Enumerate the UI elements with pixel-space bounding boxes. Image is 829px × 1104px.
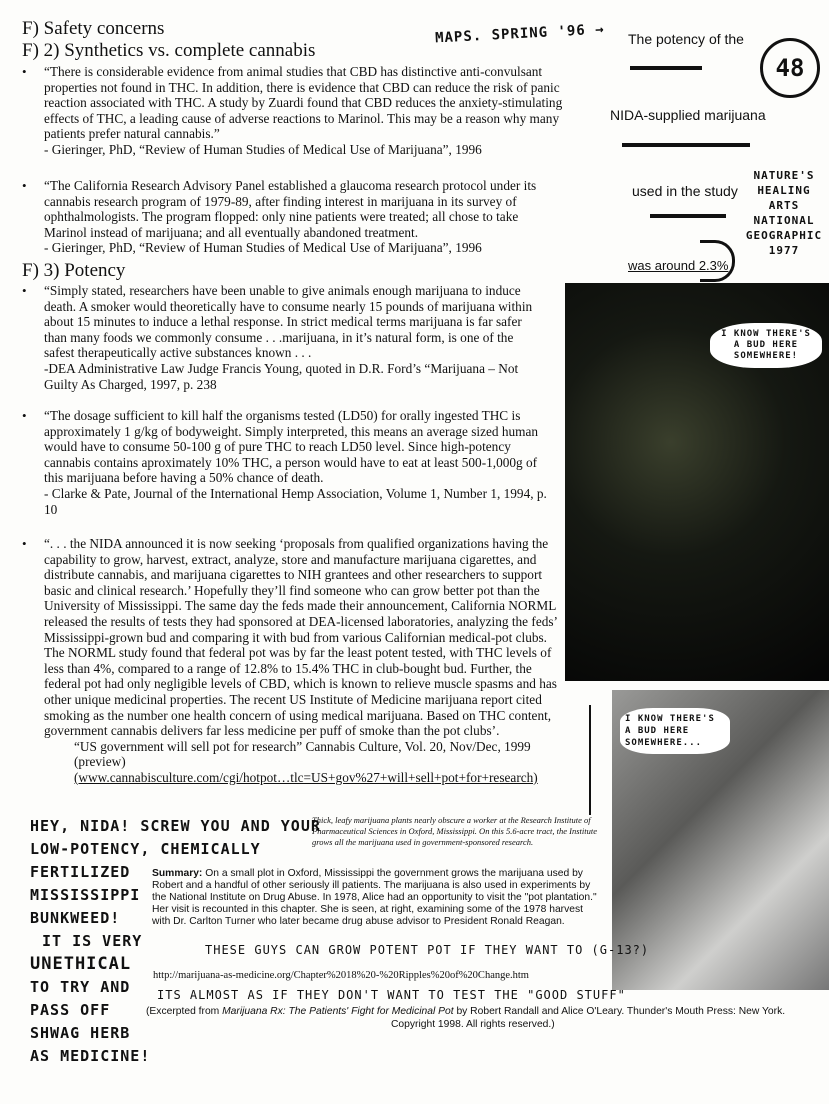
summary-text: On a small plot in Oxford, Mississippi the government grows the marijuana used by Robert and a handful of other seriously ill patients. The marijuana is also used in experiments by the National Institute on Drug Abuse. In 1978, Alice had an opportunity to visit the "pot plantation." Her visit is recounted in this chapter. She is seen, at right, examining some of the 1978 harvest with Dr. Carlton Turner who later became drug abuse advisor to President Ronald Reagan. [152,868,597,927]
quote-text: “The dosage sufficient to kill half the organisms tested (LD50) for orally ingested THC is approximately 1 g/kg of bodyweight. Simply interpreted, this means an average sized human would have to consume 50-100 g of pure THC to reach LD50 level. Since high-potency cannabis contains aproximately 10% THC, a person would have to eat at least 500-1,000g of this marijuana before having a 50% chance of death. [44,408,539,486]
speech-bubble: I KNOW THERE'S A BUD HERE SOMEWHERE! [710,323,822,368]
rant-line: HEY, NIDA! SCREW YOU AND YOUR [30,817,321,835]
arrow-line [589,705,591,815]
excerpt-credit [146,1005,816,1031]
summary [152,868,602,928]
photo-caption: Thick, leafy marijuana plants nearly obscure a worker at the Research Institute of Pharmaceutical Sciences in Oxford, Mississippi. On this 5.6-acre tract, the Institute grows all the marijuana used in government-sponsored research. [312,815,598,847]
natures-annotation: NATURE'S HEALING ARTS NATIONAL GEOGRAPHIC 1977 [745,169,823,257]
excerpt-post: by Robert Randall and Alice O'Leary. Thunder's Mouth Press: New York. [453,1006,786,1017]
source-url[interactable]: http://marijuana-as-medicine.org/Chapter%2018%20-%20Ripples%20of%20Change.htm [153,970,529,981]
rant-line: BUNKWEED! [30,909,121,927]
circle-mark [700,240,735,282]
sidebar-line: was around 2.3% [628,258,729,273]
quote-nida [44,536,559,786]
rant-line: SHWAG HERB [30,1024,131,1042]
quote-text: “There is considerable evidence from animal studies that CBD has distinctive anti-convulsant properties not found in THC. In addition, there is evidence that CBD can reduce the risk of panic reaction associated with THC. A study by Zuardi found that CBD reduces the anxiety-stimulating effects of THC, a leading cause of adverse reactions to Marinol. This may be a reason why many patients prefer natural cannabis.” [44,64,563,142]
rant-line: TO TRY AND [30,978,131,996]
rant-line: UNETHICAL [30,954,132,974]
document-page: F) Safety concerns F) 2) Synthetics vs. complete cannabis MAPS. SPRING '96 → • “There is considerable evidence from animal studies that CBD has distinctive anti-convulsant properties not found in THC. In addition, there is evidence that CBD can reduce the risk of panic reaction associated with THC. A study by Zuardi found that CBD reduces the anxiety-stimulating effects of THC, a leading cause of adverse reactions to Marinol. This may be a reason why many patients prefer natural cannabis.” - Gieringer, PhD, “Review of Human Studies of Medical Use of Marijuana”, 1996 • “The California Research Advisory Panel established a glaucoma research protocol under its cannabis research program of 1979-89, after finding interest in marijuana in its survey of ophthalmologists. The program flopped: only nine patients were treated; all chose to take Marinol instead of marijuana; and all eventually abandoned treatment. - Gieringer, PhD, “Review of Human Studies of Medical Use of Marijuana”, 1996 F) 3) Potency • “Simply stated, researchers have been unable to give animals enough marijuana to induce death. A smoker would theoretically have to consume nearly 15 pounds of marijuana within about 15 minutes to induce a lethal response. In strict medical terms marijuana is far safer than many foods we commonly consume . . .marijuana, in it’s natural form, is one of the safest therapeutically active substances known . . . -DEA Administrative Law Judge Francis Young, quoted in D.R. Ford’s “Marijuana – Not Guilty As Charged, 1997, p. 238 • “The dosage sufficient to kill half the organisms tested (LD50) for orally ingested THC is approximately 1 g/kg of bodyweight. Simply interpreted, this means an average sized human would have to consume 50-100 g of pure THC to reach LD50 level. Since high-potency cannabis contains aproximately 10% THC, a person would have to eat at least 500-1,000g of this marijuana before having a 50% chance of death. - Clarke & Pate, Journal of the International Hemp Association, Volume 1, Number 1, 1994, p. 10 • “. . . the NIDA announced it is now seeking ‘proposals from qualified organizations having the capability to grow, harvest, extract, analyze, store and manufacture marijuana cigarettes, and distribute cannabis, and marijuana cigarettes to NIH grantees and other researchers to support basic and clinical research.’ Hopefully they’ll find someone who can grow better pot than the University of Mississippi. The same day the feds made their announcement, California NORML released the results of tests they had sponsored at DEA-licensed laboratories, analyzing the feds’ Mississippi-grown bud and comparing it with bud from various Californian medical-pot clubs. The NORML study found that federal pot was by far the least potent tested, with THC levels of less than 4%, compared to a range of 12.8% to 15.4% THC in club-bought bud. Further, the federal pot had only negligible levels of CBD, which is known to relieve muscle spasms and has other unique medicinal properties. The recent US Institute of Medicine marijuana report cited smoking as the number one health concern of using medical marijuana. Based on THC content, government cannabis delivers far less medicine per puff of smoke than the pot clubs’. “US government will sell pot for research” Cannabis Culture, Vol. 20, Nov/Dec, 1999 (preview) (www.cannabisculture.com/cgi/hotpot…tlc=US+gov%27+will+sell+pot+for+research) The potency of the NIDA-supplied marijuana used in the study was around 2.3% 48 NATURE'S HEALING ARTS NATIONAL GEOGRAPHIC 1977 I KNOW THERE'S A BUD HERE SOMEWHERE! I KNOW THERE'S A BUD HERE SOMEWHERE... Thick, leafy marijuana plants nearly obscure a worker at the Research Institute of Pharmaceutical Sciences in Oxford, Mississippi. On this 5.6-acre tract, the Institute grows all the marijuana used in government-sponsored research. HEY, NIDA! SCREW YOU AND YOUR LOW-POTENCY, CHEMICALLY FERTILIZED MISSISSIPPI BUNKWEED! IT IS VERY UNETHICAL TO TRY AND PASS OFF SHWAG HERB AS MEDICINE! Summary: On a small plot in Oxford, Mississippi the government grows the marijuana used by Robert and a handful of other seriously ill patients. The marijuana is also used in experiments by the National Institute on Drug Abuse. In 1978, Alice had an opportunity to visit the "pot plantation." Her visit is recounted in this chapter. She is seen, at right, examining some of the 1978 harvest with Dr. Carlton Turner who later became drug abuse advisor to President Ronald Reagan. THESE GUYS CAN GROW POTENT POT IF THEY WANT TO (G-13?) http://marijuana-as-medicine.org/Chapter%2018%20-%20Ripples%20of%20Change.htm ITS ALMOST AS IF THEY DON'T WANT TO TEST THE "GOOD STUFF" (Excerpted from Marijuana Rx: The Patients' Fight for Medicinal Pot by Robert Randall and Alice O'Leary. Thunder's Mouth Press: New York. Copyright 1998. All rights reserved.) [0,0,829,1104]
quote-lethal [44,283,544,392]
quote-source: - Gieringer, PhD, “Review of Human Studies of Medical Use of Marijuana”, 1996 [44,240,482,256]
sidebar-line: NIDA-supplied marijuana [610,107,766,123]
quote-source: -DEA Administrative Law Judge Francis Young, quoted in D.R. Ford’s “Marijuana – Not Guilty As Charged, 1997, p. 238 [44,360,519,392]
quote-text: “. . . the NIDA announced it is now seeking ‘proposals from qualified organizations having the capability to grow, harvest, extract, analyze, store and manufacture marijuana cigarettes, and distribute cannabis, and marijuana cigarettes to NIH grantees and other researchers to support basic and clinical research.’ Hopefully they’ll find someone who can grow better pot than the University of Mississippi. The same day the feds made their announcement, California NORML released the results of tests they had sponsored at DEA-licensed laboratories, analyzing the feds’ Mississippi-grown bud and comparing it with bud from various Californian medical-pot clubs. The NORML study found that federal pot was by far the least potent tested, with THC levels of less than 4%, compared to a range of 12.8% to 15.4% THC in club-bought bud. Further, the federal pot had only negligible levels of CBD, which is known to relieve muscle spasms and has other unique medicinal properties. The recent US Institute of Medicine marijuana report cited smoking as the number one health concern of using medical marijuana. Based on THC content, government cannabis delivers far less medicine per puff of smoke than the pot clubs’. [44,536,557,739]
potency-sidebar [628,30,758,48]
these-guys-annotation: THESE GUYS CAN GROW POTENT POT IF THEY WANT TO (G-13?) [205,943,650,957]
quote-ld50 [44,408,559,517]
divider [622,143,750,147]
page-number: 48 [760,38,820,98]
sidebar-line: The potency of the [628,31,744,47]
quote-cbd [44,64,564,158]
quote-glaucoma [44,178,564,256]
quote-source: - Clarke & Pate, Journal of the International Hemp Association, Volume 1, Number 1, 1994, p. 10 [44,485,547,517]
divider [650,214,726,218]
rant-line: MISSISSIPPI [30,886,141,904]
quote-source: - Gieringer, PhD, “Review of Human Studies of Medical Use of Marijuana”, 1996 [44,141,482,157]
excerpt-pre: (Excerpted from [146,1006,223,1017]
divider [630,66,702,70]
copyright: Copyright 1998. All rights reserved.) [391,1019,555,1030]
maps-annotation: MAPS. SPRING '96 → [434,21,606,47]
quote-source: “US government will sell pot for research” Cannabis Culture, Vol. 20, Nov/Dec, 1999 (preview) [74,738,531,770]
sidebar-line: used in the study [632,183,738,199]
speech-bubble: I KNOW THERE'S A BUD HERE SOMEWHERE... [620,708,730,754]
quote-text: “The California Research Advisory Panel established a glaucoma research protocol under its cannabis research program of 1979-89, after finding interest in marijuana in its survey of ophthalmologists. The program flopped: only nine patients were treated; all chose to take Marinol instead of marijuana; and all eventually abandoned treatment. [44,178,537,240]
rant-line: IT IS VERY [42,932,143,950]
heading-potency: F) 3) Potency [22,260,126,281]
book-title: Marijuana Rx: The Patients' Fight for Medicinal Pot [222,1006,454,1017]
heading-safety: F) Safety concerns [22,18,165,39]
rant-line: FERTILIZED [30,863,131,881]
rant-line: AS MEDICINE! [30,1047,151,1065]
rant-line: PASS OFF [30,1001,111,1019]
almost-annotation: ITS ALMOST AS IF THEY DON'T WANT TO TEST THE "GOOD STUFF" [157,988,626,1002]
cannabis-culture-link[interactable]: (www.cannabisculture.com/cgi/hotpot…tlc=US+gov%27+will+sell+pot+for+research) [74,769,538,785]
plants-photo [565,283,829,681]
rant-line: LOW-POTENCY, CHEMICALLY [30,840,261,858]
summary-label: Summary: [152,868,203,879]
heading-synthetics: F) 2) Synthetics vs. complete cannabis [22,40,316,61]
quote-text: “Simply stated, researchers have been unable to give animals enough marijuana to induce death. A smoker would theoretically have to consume nearly 15 pounds of marijuana within about 15 minutes to induce a lethal response. In strict medical terms marijuana is far safer than many foods we commonly consume . . .marijuana, in it’s natural form, is one of the safest therapeutically active substances known . . . [44,283,533,361]
